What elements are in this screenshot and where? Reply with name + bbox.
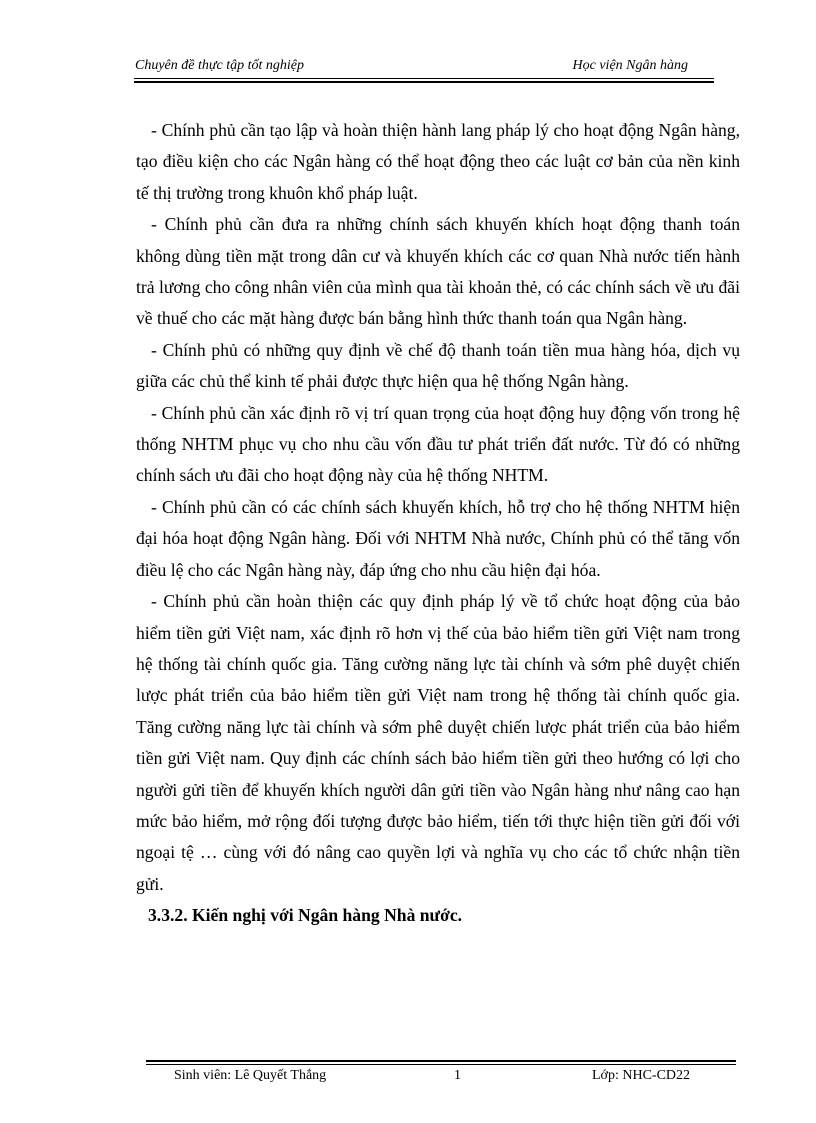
body-paragraph: - Chính phủ cần có các chính sách khuyến khích, hỗ trợ cho hệ thống NHTM hiện đại hóa hoạt động Ngân hàng. Đối với NHTM Nhà nước, Chính phủ có thể tăng vốn điều lệ cho các Ngân hàng này, đáp ứng cho nhu cầu hiện đại hóa. [136, 496, 740, 580]
body-paragraph: - Chính phủ cần tạo lập và hoàn thiện hành lang pháp lý cho hoạt động Ngân hàng, tạo điều kiện cho các Ngân hàng có thể hoạt động theo các luật cơ bản của nền kinh tế thị trường trong khuôn khổ pháp luật. [136, 120, 740, 203]
page-header [134, 58, 714, 78]
body-paragraph: - Chính phủ cần xác định rõ vị trí quan trọng của hoạt động huy động vốn trong hệ thống NHTM phục vụ cho nhu cầu vốn đầu tư phát triển đất nước. Từ đó có những chính sách ưu đãi cho hoạt động này của hệ thống NHTM. [136, 402, 740, 486]
header-rule-thin [134, 78, 714, 79]
footer-rule-thick [146, 1060, 736, 1062]
document-body [136, 115, 740, 932]
footer-student: Sinh viên: Lê Quyết Thắng [174, 1068, 327, 1083]
section-heading: 3.3.2. Kiến nghị với Ngân hàng Nhà nước. [148, 905, 463, 926]
footer-class: Lớp: NHC-CD22 [592, 1068, 691, 1083]
footer-rule-thin [146, 1064, 736, 1065]
body-paragraph: - Chính phủ cần đưa ra những chính sách khuyến khích hoạt động thanh toán không dùng tiền mặt trong dân cư và khuyến khích các cơ quan Nhà nước tiến hành trả lương cho công nhân viên của mình qua tài khoản thẻ, có các chính sách về ưu đãi về thuế cho các mặt hàng được bán bằng hình thức thanh toán qua Ngân hàng. [136, 214, 740, 329]
header-rule-thick [134, 81, 714, 83]
body-paragraph: - Chính phủ cần hoàn thiện các quy định pháp lý về tổ chức hoạt động của bảo hiểm tiền gửi Việt nam, xác định rõ hơn vị thế của bảo hiểm tiền gửi Việt nam trong hệ thống tài chính quốc gia. Tăng cường năng lực tài chính và sớm phê duyệt chiến lược phát triển của bảo hiểm tiền gửi Việt nam trong hệ thống tài chính quốc gia. Tăng cường năng lực tài chính và sớm phê duyệt chiến lược phát triển của bảo hiểm tiền gửi Việt nam. Quy định các chính sách bảo hiểm tiền gửi theo hướng có lợi cho người gửi tiền để khuyến khích người dân gửi tiền vào Ngân hàng như nâng cao hạn mức bảo hiểm, mở rộng đối tượng được bảo hiểm, tiến tới thực hiện tiền gửi đối với ngoại tệ … cùng với đó nâng cao quyền lợi và nghĩa vụ cho các tổ chức nhận tiền gửi. [136, 591, 740, 894]
body-paragraph: - Chính phủ có những quy định về chế độ thanh toán tiền mua hàng hóa, dịch vụ giữa các chủ thể kinh tế phải được thực hiện qua hệ thống Ngân hàng. [136, 339, 740, 392]
footer-page-number: 1 [454, 1068, 461, 1083]
header-title-left: Chuyên đề thực tập tốt nghiệp [135, 58, 304, 73]
header-title-right: Học viện Ngân hàng [572, 58, 688, 73]
page-footer [146, 1068, 736, 1088]
